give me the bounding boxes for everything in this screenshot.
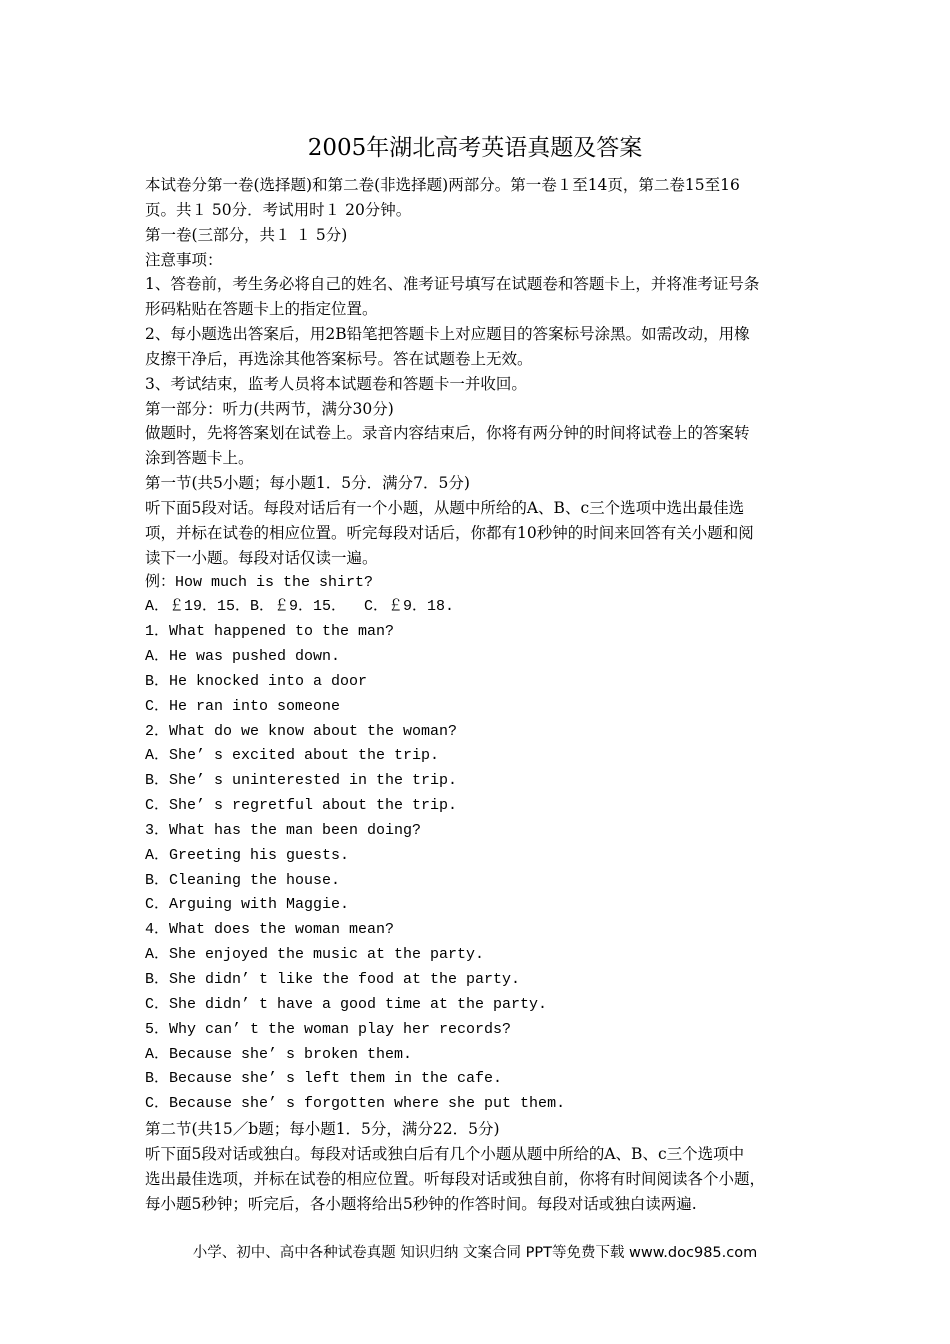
- document-line: A．Because she’ s broken them.: [145, 1045, 413, 1063]
- document-line: C．She’ s regretful about the trip.: [145, 797, 458, 815]
- document-line: 第二节(共15／b题；每小题1．5分，满分22．5分): [145, 1120, 500, 1139]
- document-line: 3、考试结束，监考人员将本试题卷和答题卡一并收回。: [145, 374, 527, 393]
- document-line: 形码粘贴在答题卡上的指定位置。: [145, 300, 378, 319]
- document-line: 项，并标在试卷的相应位置。听完每段对话后，你都有10秒钟的时间来回答有关小题和阅: [145, 523, 754, 542]
- page-footer: 小学、初中、高中各种试卷真题 知识归纳 文案合同 PPT等免费下载 www.doc985.com: [192, 1245, 758, 1261]
- document-line: C．Arguing with Maggie.: [145, 896, 350, 914]
- document-line: C．He ran into someone: [145, 697, 341, 715]
- document-line: A．Greeting his guests.: [145, 846, 350, 864]
- document-line: 1．What happened to the man?: [145, 623, 395, 641]
- document-line: 页。共１ 50分．考试用时１ 20分钟。: [145, 200, 412, 219]
- document-line: 5．Why can’ t the woman play her records?: [145, 1020, 512, 1038]
- document-line: 3．What has the man been doing?: [145, 821, 422, 839]
- document-line: 第一部分：听力(共两节，满分30分): [145, 399, 394, 418]
- document-line: 听下面5段对话。每段对话后有一个小题，从题中所给的A、B、c三个选项中选出最佳选: [145, 498, 745, 517]
- document-body: [145, 173, 815, 1216]
- document-line: A．￡19．15．B．￡9．15． C．￡9．18.: [145, 598, 455, 616]
- document-line: 读下一小题。每段对话仅读一遍。: [145, 548, 378, 567]
- document-line: B．Because she’ s left them in the cafe.: [145, 1070, 503, 1088]
- document-line: 听下面5段对话或独白。每段对话或独白后有几个小题从题中所给的A、B、c三个选项中: [145, 1144, 745, 1163]
- document-line: B．She didn’ t like the food at the party.: [145, 971, 521, 988]
- document-line: 做题时，先将答案划在试卷上。录音内容结束后，你将有两分钟的时间将试卷上的答案转: [145, 424, 750, 443]
- document-line: 注意事项：: [145, 250, 223, 269]
- document-line: 皮擦干净后，再选涂其他答案标号。答在试题卷上无效。: [145, 349, 533, 368]
- document-line: 2、每小题选出答案后，用2B铅笔把答题卡上对应题目的答案标号涂黑。如需改动，用橡: [145, 325, 750, 344]
- document-line: A．She’ s excited about the trip.: [145, 747, 440, 765]
- document-line: A．She enjoyed the music at the party.: [145, 946, 485, 964]
- document-line: 第一卷(三部分，共１ １ 5分): [145, 225, 348, 244]
- document-line: 1、答卷前，考生务必将自己的姓名、准考证号填写在试题卷和答题卡上，并将准考证号条: [145, 275, 760, 294]
- document-line: 例：How much is the shirt?: [145, 573, 374, 591]
- document-line: 每小题5秒钟；听完后，各小题将给出5秒钟的作答时间。每段对话或独白读两遍.: [145, 1194, 697, 1213]
- document-line: 第一节(共5小题；每小题1．5分．满分7．5分): [145, 474, 470, 493]
- document-line: A．He was pushed down.: [145, 648, 341, 666]
- document-line: B．She’ s uninterested in the trip.: [145, 772, 458, 790]
- document-line: C．She didn’ t have a good time at the party.: [145, 995, 548, 1013]
- document-line: B．Cleaning the house.: [145, 871, 341, 889]
- document-line: B．He knocked into a door: [145, 672, 368, 690]
- document-line: 4．What does the woman mean?: [145, 921, 395, 939]
- document-line: C．Because she’ s forgotten where she put them.: [145, 1095, 566, 1113]
- document-title: 2005年湖北高考英语真题及答案: [307, 135, 643, 161]
- document-line: 选出最佳选项，并标在试卷的相应位置。听每段对话或独自前，你将有时间阅读各个小题，: [145, 1169, 766, 1188]
- document-line: 2．What do we know about the woman?: [145, 722, 458, 740]
- document-line: 本试卷分第一卷(选择题)和第二卷(非选择题)两部分。第一卷１至14页，第二卷15至16: [145, 176, 740, 194]
- document-line: 涂到答题卡上。: [145, 449, 254, 468]
